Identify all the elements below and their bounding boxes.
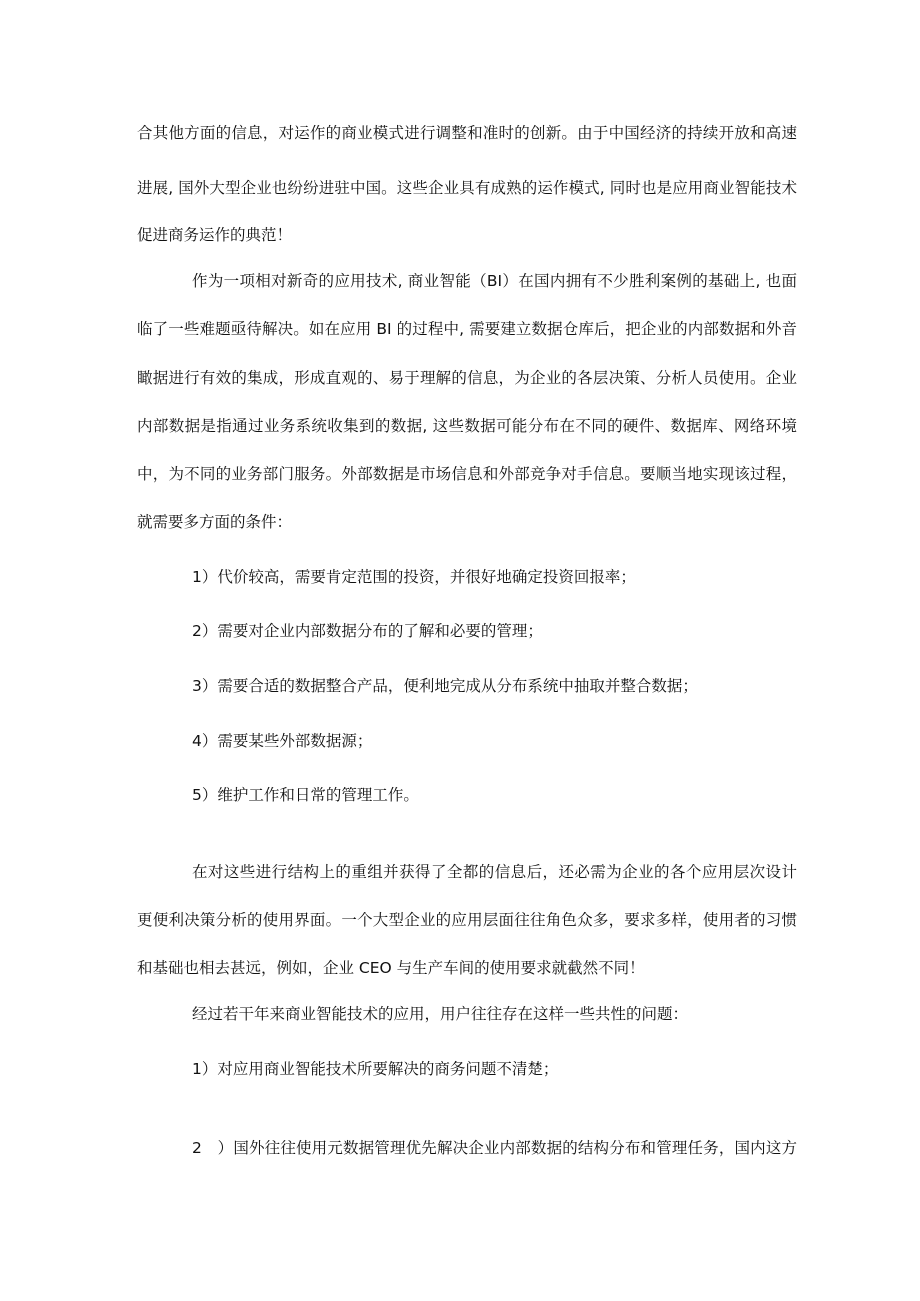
list-item: 1）代价较高，需要肯定范围的投资，并很好地确定投资回报率；	[192, 568, 636, 586]
paragraph-line: 瞰据进行有效的集成，形成直观的、易于理解的信息，为企业的各层决策、分析人员使用。企业	[137, 369, 797, 387]
paragraph-line: 中，为不同的业务部门服务。外部数据是市场信息和外部竞争对手信息。要顺当地实现该过程，	[137, 465, 797, 483]
paragraph-line: 进展, 国外大型企业也纷纷进驻中国。这些企业具有成熟的运作模式, 同时也是应用商业智能技术	[137, 179, 797, 197]
paragraph-line: 和基础也相去甚远，例如，企业 CEO 与生产车间的使用要求就截然不同！	[137, 959, 645, 977]
paragraph-line: 经过若干年来商业智能技术的应用，用户往往存在这样一些共性的问题：	[192, 1005, 689, 1023]
list-item: 5）维护工作和日常的管理工作。	[192, 786, 419, 804]
paragraph-line: 就需要多方面的条件：	[137, 513, 293, 531]
paragraph-line: 促进商务运作的典范！	[137, 226, 293, 244]
list-item: 2 ）国外往往使用元数据管理优先解决企业内部数据的结构分布和管理任务，国内这方	[192, 1139, 797, 1157]
paragraph-line: 更便利决策分析的使用界面。一个大型企业的应用层面往往角色众多，要求多样，使用者的习惯	[137, 911, 797, 929]
list-item: 2）需要对企业内部数据分布的了解和必要的管理；	[192, 622, 543, 640]
paragraph-line: 合其他方面的信息，对运作的商业模式进行调整和准时的创新。由于中国经济的持续开放和高速	[137, 124, 797, 142]
list-item: 1）对应用商业智能技术所要解决的商务问题不清楚；	[192, 1060, 559, 1078]
list-item: 3）需要合适的数据整合产品，便利地完成从分布系统中抽取并整合数据；	[192, 677, 698, 695]
paragraph-line: 作为一项相对新奇的应用技术, 商业智能（BI）在国内拥有不少胜利案例的基础上, 也面	[192, 272, 797, 290]
paragraph-line: 临了一些难题亟待解决。如在应用 BI 的过程中, 需要建立数据仓库后，把企业的内部数据和外音	[137, 320, 797, 338]
list-item: 4）需要某些外部数据源；	[192, 732, 373, 750]
paragraph-line: 内部数据是指通过业务系统收集到的数据, 这些数据可能分布在不同的硬件、数据库、网络环境	[137, 417, 797, 435]
paragraph-line: 在对这些进行结构上的重组并获得了全都的信息后，还必需为企业的各个应用层次设计	[192, 863, 797, 881]
